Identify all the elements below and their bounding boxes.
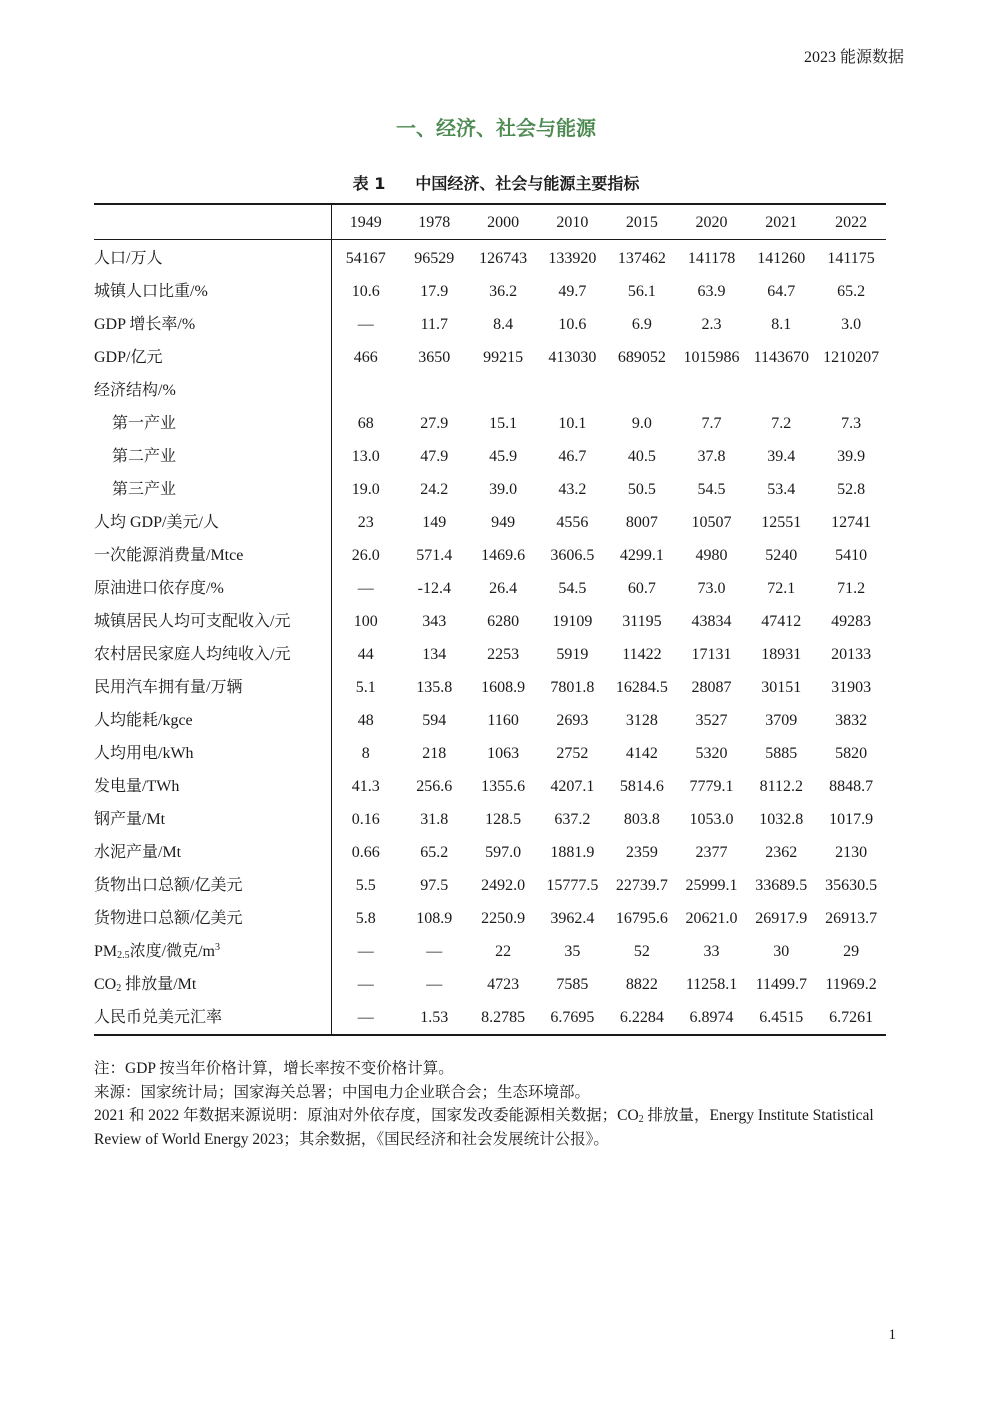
section-title: 一、经济、社会与能源 xyxy=(396,116,596,140)
table-cell xyxy=(607,374,676,407)
table-cell: 134 xyxy=(422,646,447,663)
table-cell: 5320 xyxy=(695,745,728,762)
table-row xyxy=(94,275,886,308)
row-label: GDP/亿元 xyxy=(94,341,331,374)
table-cell: 466 xyxy=(353,349,378,366)
table-cell: 597.0 xyxy=(485,844,522,861)
table-cell: 689052 xyxy=(617,349,666,366)
table-cell xyxy=(331,374,400,407)
row-label: 一次能源消费量/Mtce xyxy=(94,539,331,572)
year-header: 2022 xyxy=(816,204,886,240)
table-row xyxy=(94,308,886,341)
table-caption xyxy=(0,171,992,194)
table-cell: — xyxy=(357,1009,374,1026)
table-cell: 52 xyxy=(633,943,650,960)
table-cell: 11969.2 xyxy=(825,976,877,993)
table-row xyxy=(94,605,886,638)
table-cell: 2250.9 xyxy=(481,910,526,927)
row-label: 第二产业 xyxy=(94,440,331,473)
table-cell xyxy=(400,374,469,407)
table-cell: 73.0 xyxy=(697,580,726,597)
table-cell: 31.8 xyxy=(420,811,449,828)
table-cell: 0.16 xyxy=(351,811,380,828)
table-cell: 97.5 xyxy=(420,877,449,894)
table-cell: 133920 xyxy=(548,250,597,267)
table-cell: 41.3 xyxy=(351,778,380,795)
note-text: 2021 和 2022 年数据来源说明：原油对外依存度，国家发改委能源相关数据；CO xyxy=(94,1107,639,1124)
table-cell: 343 xyxy=(422,613,447,630)
table-cell: 135.8 xyxy=(416,679,453,696)
year-header: 2020 xyxy=(677,204,747,240)
table-cell: 4556 xyxy=(556,514,589,531)
table-cell: 5.5 xyxy=(355,877,376,894)
table-cell: 637.2 xyxy=(554,811,591,828)
table-cell: 12741 xyxy=(831,514,872,531)
table-cell: 47.9 xyxy=(420,448,449,465)
table-row xyxy=(94,704,886,737)
table-cell: 2377 xyxy=(695,844,728,861)
row-label: 发电量/TWh xyxy=(94,770,331,803)
table-cell: 35630.5 xyxy=(825,877,878,894)
table-cell: 8 xyxy=(361,745,370,762)
table-cell: 10.6 xyxy=(351,283,380,300)
table-cell: 72.1 xyxy=(767,580,796,597)
table-cell: 96529 xyxy=(414,250,455,267)
table-cell: 5919 xyxy=(556,646,589,663)
row-label: 人民币兑美元汇率 xyxy=(94,1001,331,1035)
table-cell: 6.7695 xyxy=(550,1009,595,1026)
table-body xyxy=(94,240,886,1036)
table-cell: 7.7 xyxy=(701,415,722,432)
table-row xyxy=(94,968,886,1001)
table-cell: 26.0 xyxy=(351,547,380,564)
table-cell: 43834 xyxy=(691,613,732,630)
table-row xyxy=(94,803,886,836)
table-cell: 2752 xyxy=(556,745,589,762)
table-cell: 8822 xyxy=(625,976,658,993)
table-cell: 2492.0 xyxy=(481,877,526,894)
table-row xyxy=(94,638,886,671)
row-label: 民用汽车拥有量/万辆 xyxy=(94,671,331,704)
table-cell: 8007 xyxy=(625,514,658,531)
table-cell: 36.2 xyxy=(489,283,518,300)
table-cell xyxy=(538,374,607,407)
table-cell: 40.5 xyxy=(627,448,656,465)
table-cell: 8.4 xyxy=(493,316,514,333)
table-cell: 218 xyxy=(422,745,447,762)
table-cell: 47412 xyxy=(761,613,802,630)
table-cell: 37.8 xyxy=(697,448,726,465)
table-cell: 24.2 xyxy=(420,481,449,498)
table-cell: 29 xyxy=(843,943,860,960)
table-cell: 7.3 xyxy=(841,415,862,432)
table-cell: 13.0 xyxy=(351,448,380,465)
table-header-corner xyxy=(94,204,331,240)
table-row xyxy=(94,836,886,869)
year-header: 2010 xyxy=(538,204,607,240)
table-cell: 46.7 xyxy=(558,448,587,465)
table-cell: 50.5 xyxy=(627,481,656,498)
row-label xyxy=(94,935,331,968)
row-label-part: 3 xyxy=(214,942,220,953)
table-cell: 1053.0 xyxy=(689,811,734,828)
table-cell: 18931 xyxy=(761,646,802,663)
row-label: 水泥产量/Mt xyxy=(94,836,331,869)
table-cell: 6.9 xyxy=(631,316,652,333)
table-cell: 4142 xyxy=(625,745,658,762)
table-cell: 10.1 xyxy=(558,415,587,432)
table-cell: 10507 xyxy=(691,514,732,531)
table-cell: 23 xyxy=(357,514,374,531)
table-cell: 48 xyxy=(357,712,374,729)
year-header: 1949 xyxy=(331,204,400,240)
table-cell: 3606.5 xyxy=(550,547,595,564)
table-cell: — xyxy=(357,316,374,333)
table-cell xyxy=(816,374,886,407)
table-cell: 5885 xyxy=(765,745,798,762)
table-cell xyxy=(469,374,538,407)
table-cell: 2130 xyxy=(835,844,868,861)
table-cell: 2253 xyxy=(487,646,520,663)
note-line: 来源：国家统计局；国家海关总署；中国电力企业联合会；生态环境部。 xyxy=(94,1083,591,1101)
table-row xyxy=(94,935,886,968)
table-cell: 30151 xyxy=(761,679,802,696)
table-cell: 4299.1 xyxy=(619,547,664,564)
note-subscript: 2 xyxy=(638,1114,644,1125)
table-cell: 25999.1 xyxy=(685,877,738,894)
table-cell: 5.8 xyxy=(355,910,376,927)
table-row xyxy=(94,473,886,506)
table-cell: 44 xyxy=(357,646,374,663)
table-row xyxy=(94,1001,886,1035)
table-cell: 15777.5 xyxy=(546,877,599,894)
table-cell: 6.8974 xyxy=(689,1009,734,1026)
table-cell: 5814.6 xyxy=(619,778,664,795)
table-cell: 1032.8 xyxy=(759,811,804,828)
table-cell: 39.9 xyxy=(837,448,866,465)
row-label-part: 浓度/微克/m xyxy=(129,943,215,960)
table-cell: 22739.7 xyxy=(615,877,668,894)
table-cell: 8.1 xyxy=(771,316,792,333)
table-cell: 141178 xyxy=(687,250,736,267)
table-cell: 594 xyxy=(422,712,447,729)
table-cell: 11.7 xyxy=(420,316,448,333)
table-row xyxy=(94,572,886,605)
table-cell: 35 xyxy=(564,943,581,960)
table-cell: 54167 xyxy=(345,250,386,267)
table-cell: 11499.7 xyxy=(755,976,807,993)
table-cell: 11422 xyxy=(622,646,662,663)
running-header: 2023 能源数据 xyxy=(803,49,904,66)
table-cell: 1469.6 xyxy=(481,547,526,564)
row-label-part: PM xyxy=(94,943,118,960)
table-cell: 64.7 xyxy=(767,283,796,300)
row-label: 原油进口依存度/% xyxy=(94,572,331,605)
table-cell: 1015986 xyxy=(683,349,740,366)
table-cell: 803.8 xyxy=(623,811,660,828)
table-cell: 8112.2 xyxy=(759,778,803,795)
table-cell: — xyxy=(426,943,443,960)
table-cell: 1881.9 xyxy=(550,844,595,861)
table-cell: 26913.7 xyxy=(825,910,878,927)
table-cell: 6280 xyxy=(487,613,520,630)
table-cell: 5820 xyxy=(835,745,868,762)
table-cell: 15.1 xyxy=(489,415,518,432)
table-cell: 413030 xyxy=(548,349,597,366)
table-cell: 56.1 xyxy=(627,283,656,300)
table-row xyxy=(94,440,886,473)
table-cell: — xyxy=(426,976,443,993)
table-row xyxy=(94,539,886,572)
table-cell: 11258.1 xyxy=(685,976,738,993)
table-cell: 33 xyxy=(703,943,720,960)
table-cell: 3650 xyxy=(418,349,451,366)
table-cell: 949 xyxy=(491,514,516,531)
row-label: 经济结构/% xyxy=(94,374,331,407)
table-cell: 6.2284 xyxy=(619,1009,664,1026)
table-cell: 5410 xyxy=(835,547,868,564)
table-row xyxy=(94,407,886,440)
table-cell: 52.8 xyxy=(837,481,866,498)
table-cell: 43.2 xyxy=(558,481,587,498)
table-cell: 128.5 xyxy=(485,811,522,828)
table-cell: 1143670 xyxy=(753,349,809,366)
year-header: 1978 xyxy=(400,204,469,240)
table-cell: 49283 xyxy=(831,613,872,630)
table-cell: 49.7 xyxy=(558,283,587,300)
table-cell: 7801.8 xyxy=(550,679,595,696)
year-header: 2021 xyxy=(746,204,816,240)
page-number: 1 xyxy=(888,1327,896,1343)
table-cell: 7585 xyxy=(556,976,589,993)
row-label-part: 2.5 xyxy=(117,950,130,961)
row-label xyxy=(94,968,331,1001)
row-label-part: CO xyxy=(94,976,117,993)
table-cell: 65.2 xyxy=(837,283,866,300)
table-cell: 3832 xyxy=(835,712,868,729)
table-cell: 1210207 xyxy=(823,349,880,366)
table-cell: 31903 xyxy=(831,679,872,696)
table-cell: 4207.1 xyxy=(550,778,595,795)
table-row xyxy=(94,737,886,770)
table-cell: 8848.7 xyxy=(829,778,874,795)
table-cell: 3.0 xyxy=(841,316,862,333)
table-cell: 4980 xyxy=(695,547,728,564)
table-cell: 108.9 xyxy=(416,910,453,927)
table-cell: 54.5 xyxy=(558,580,587,597)
table-cell: 20621.0 xyxy=(685,910,738,927)
table-cell: 16795.6 xyxy=(615,910,668,927)
table-cell: 5240 xyxy=(765,547,798,564)
row-label: GDP 增长率/% xyxy=(94,308,331,341)
row-label: 城镇人口比重/% xyxy=(94,275,331,308)
table-cell: 39.0 xyxy=(489,481,518,498)
table-cell: 5.1 xyxy=(355,679,376,696)
table-cell: 3527 xyxy=(695,712,728,729)
row-label: 第一产业 xyxy=(94,407,331,440)
table-cell: 141175 xyxy=(827,250,875,267)
table-cell: 1.53 xyxy=(420,1009,449,1026)
table-cell: 60.7 xyxy=(627,580,656,597)
table-cell: 65.2 xyxy=(420,844,449,861)
table-row xyxy=(94,374,886,407)
table-cell: 3709 xyxy=(765,712,798,729)
row-label: 钢产量/Mt xyxy=(94,803,331,836)
table-cell: — xyxy=(357,580,374,597)
table-cell: 149 xyxy=(422,514,447,531)
row-label: 人均 GDP/美元/人 xyxy=(94,506,331,539)
row-label-part: 2 xyxy=(116,983,122,994)
table-cell: 4723 xyxy=(487,976,520,993)
row-label-part: 排放量/Mt xyxy=(121,976,197,993)
table-caption-title: 中国经济、社会与能源主要指标 xyxy=(415,174,640,193)
table-cell: 53.4 xyxy=(767,481,796,498)
table-cell: 10.6 xyxy=(558,316,587,333)
table-cell: 19.0 xyxy=(351,481,380,498)
table-cell: 17.9 xyxy=(420,283,449,300)
table-row xyxy=(94,506,886,539)
table-row xyxy=(94,869,886,902)
table-cell: 6.7261 xyxy=(829,1009,874,1026)
table-cell: 28087 xyxy=(691,679,732,696)
table-cell: — xyxy=(357,943,374,960)
table-row xyxy=(94,770,886,803)
row-label: 人均用电/kWh xyxy=(94,737,331,770)
table-cell xyxy=(677,374,747,407)
table-cell: 126743 xyxy=(479,250,528,267)
table-cell: 6.4515 xyxy=(759,1009,804,1026)
table-notes xyxy=(94,1057,894,1151)
table-cell: 39.4 xyxy=(767,448,796,465)
table-cell: 54.5 xyxy=(697,481,726,498)
year-header: 2015 xyxy=(607,204,676,240)
table-cell: -12.4 xyxy=(417,580,451,597)
table-cell: 1355.6 xyxy=(481,778,526,795)
table-cell: 0.66 xyxy=(351,844,380,861)
table-row xyxy=(94,240,886,276)
indicator-table xyxy=(94,203,886,1036)
table-cell: 1160 xyxy=(487,712,519,729)
table-cell: 256.6 xyxy=(416,778,453,795)
table-cell: 2362 xyxy=(765,844,798,861)
row-label: 农村居民家庭人均纯收入/元 xyxy=(94,638,331,671)
table-cell: 9.0 xyxy=(631,415,652,432)
table-cell: 99215 xyxy=(483,349,524,366)
year-header: 2000 xyxy=(469,204,538,240)
table-cell: 2359 xyxy=(625,844,658,861)
table-cell: 30 xyxy=(773,943,790,960)
table-cell: 571.4 xyxy=(416,547,453,564)
row-label: 货物进口总额/亿美元 xyxy=(94,902,331,935)
table-cell: 27.9 xyxy=(420,415,449,432)
row-label: 城镇居民人均可支配收入/元 xyxy=(94,605,331,638)
table-cell: 45.9 xyxy=(489,448,518,465)
table-cell: 68 xyxy=(357,415,374,432)
note-text: 排放量，Energy Institute Statistical Review of World Energy 2023；其余数据，《国民经济和社会发展统计公报》。 xyxy=(94,1107,874,1148)
table-cell: 2693 xyxy=(556,712,589,729)
table-cell: 8.2785 xyxy=(481,1009,526,1026)
table-row xyxy=(94,341,886,374)
table-cell: 1017.9 xyxy=(829,811,874,828)
table-cell: 19109 xyxy=(552,613,593,630)
table-cell: 26.4 xyxy=(489,580,518,597)
table-cell: 3128 xyxy=(625,712,658,729)
table-cell xyxy=(746,374,816,407)
row-label: 货物出口总额/亿美元 xyxy=(94,869,331,902)
table-cell: 33689.5 xyxy=(755,877,808,894)
table-cell: 2.3 xyxy=(701,316,722,333)
table-cell: 3962.4 xyxy=(550,910,595,927)
table-cell: 100 xyxy=(353,613,378,630)
table-cell: 1063 xyxy=(487,745,520,762)
table-cell: 7.2 xyxy=(771,415,792,432)
note-line xyxy=(94,1104,894,1151)
table-cell: 22 xyxy=(495,943,512,960)
table-header-row xyxy=(94,204,886,240)
table-cell: 31195 xyxy=(622,613,662,630)
table-cell: 1608.9 xyxy=(481,679,526,696)
table-cell: 17131 xyxy=(691,646,732,663)
row-label: 人口/万人 xyxy=(94,240,331,276)
note-line: 注：GDP 按当年价格计算，增长率按不变价格计算。 xyxy=(94,1060,454,1077)
table-cell: 141260 xyxy=(757,250,806,267)
table-cell: 63.9 xyxy=(697,283,726,300)
table-cell: 20133 xyxy=(831,646,872,663)
table-cell: 7779.1 xyxy=(689,778,734,795)
table-cell: 137462 xyxy=(617,250,666,267)
table-cell: 12551 xyxy=(761,514,802,531)
row-label: 第三产业 xyxy=(94,473,331,506)
table-cell: 71.2 xyxy=(837,580,866,597)
table-cell: 26917.9 xyxy=(755,910,808,927)
row-label: 人均能耗/kgce xyxy=(94,704,331,737)
table-cell: — xyxy=(357,976,374,993)
table-row xyxy=(94,902,886,935)
table-cell: 16284.5 xyxy=(615,679,668,696)
table-caption-number: 表 1 xyxy=(352,174,386,193)
table-row xyxy=(94,671,886,704)
